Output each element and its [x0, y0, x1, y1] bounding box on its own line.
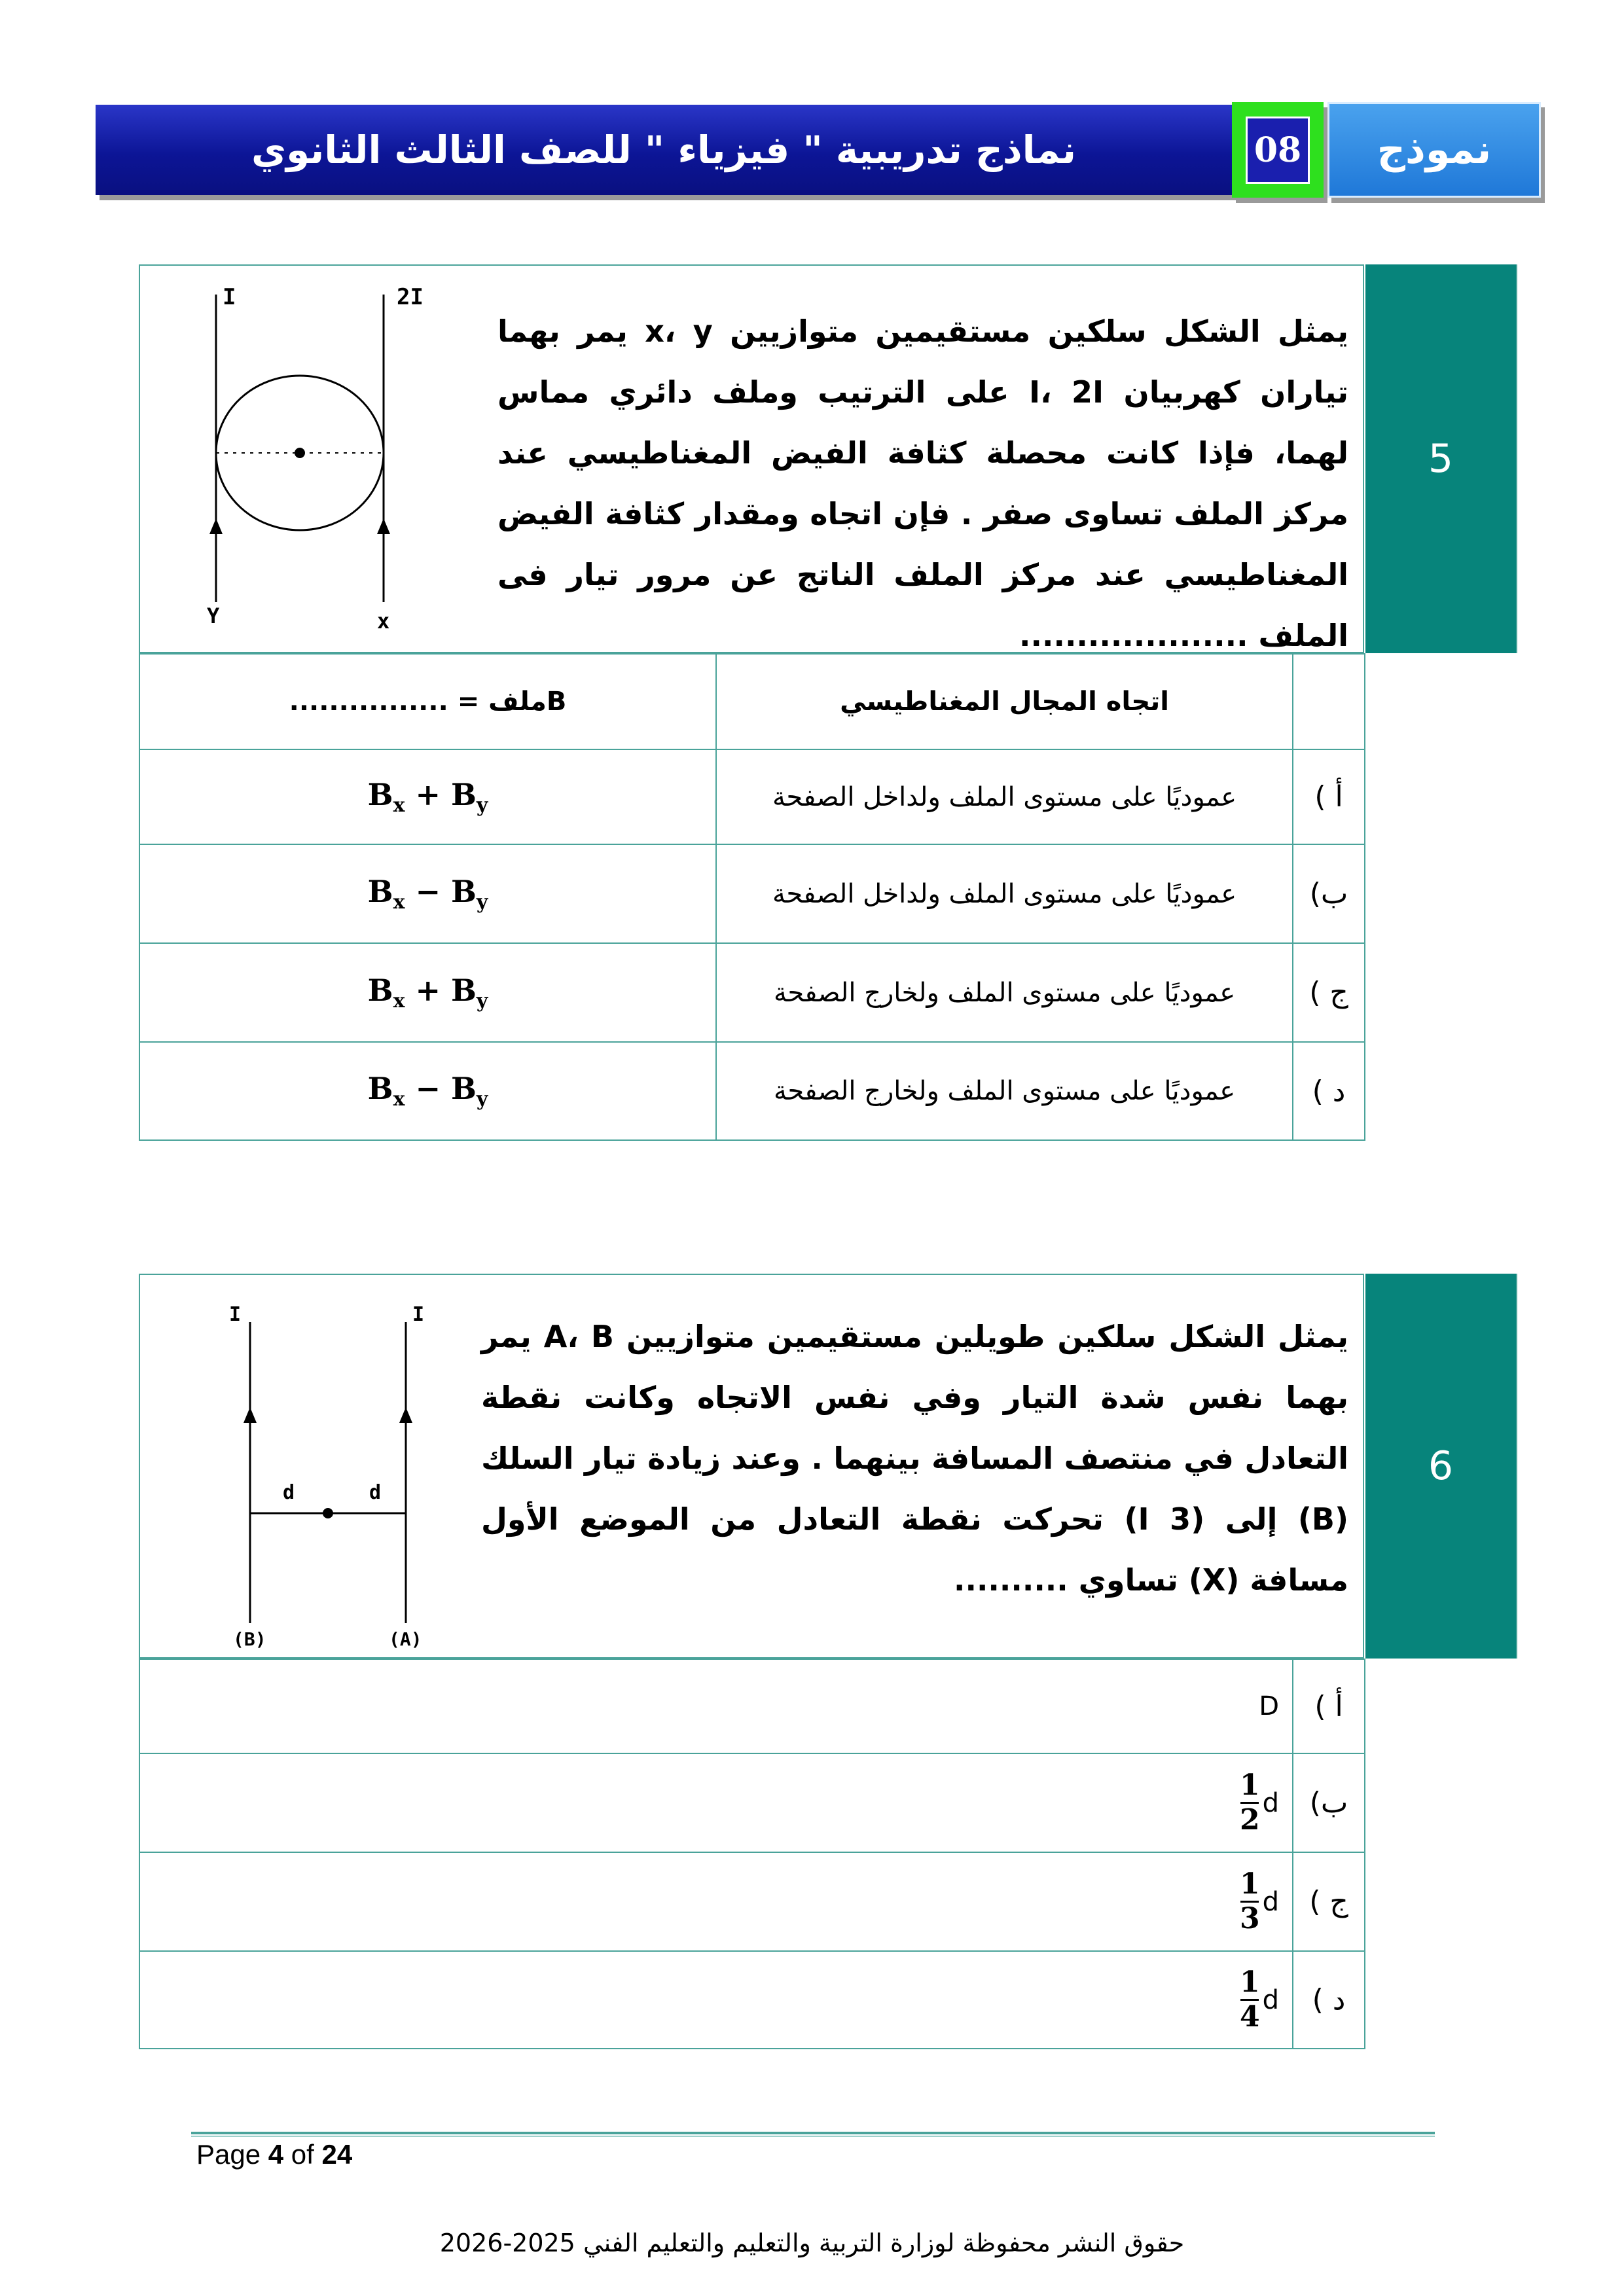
- q5-option-a-formula: $B_x + B_y$: [139, 749, 716, 844]
- fig6-label-A: (A): [389, 1628, 422, 1650]
- q5-option-c[interactable]: [139, 943, 1365, 1042]
- question-6-text: يمثل الشكل سلكين طويلين مستقيمين متوازيين A، B يمر بهما نفس شدة التيار وفي نفس الاتجاه وكانت نقطة التعادل في منتصف المسافة بينهما . وعند زيادة تيار السلك (B) إلى (3 I) تحركت نقطة التعادل من الموضع الأول مسافة (X) تساوي ..........: [481, 1319, 1349, 1598]
- q6-option-b[interactable]: [139, 1753, 1365, 1852]
- q6-option-a-letter: أ ): [1293, 1659, 1365, 1753]
- q5-header-direction: اتجاه المجال المغناطيسي: [716, 654, 1293, 749]
- q6-option-d[interactable]: [139, 1951, 1365, 2049]
- fig6-label-B: (B): [233, 1628, 266, 1650]
- question-6-figure: [209, 1302, 445, 1656]
- q6-option-c[interactable]: [139, 1852, 1365, 1951]
- model-number: 08: [1246, 117, 1310, 184]
- footer-divider: [191, 2132, 1435, 2134]
- q5-option-b[interactable]: [139, 844, 1365, 943]
- q6-option-d-letter: د ): [1293, 1951, 1365, 2049]
- question-5-number: 5: [1365, 264, 1517, 653]
- fig6-label-I-right: I: [412, 1303, 425, 1326]
- q6-option-d-fraction: $\frac{1}{4}$: [1240, 1965, 1260, 2034]
- q5-option-d[interactable]: [139, 1042, 1365, 1140]
- q5-option-a-direction: عموديًا على مستوى الملف ولداخل الصفحة: [716, 749, 1293, 844]
- q6-option-c-value: $\frac{1}{3}$ d: [139, 1852, 1293, 1951]
- q6-option-b-letter: ب): [1293, 1753, 1365, 1852]
- page-number: Page 4 of 24: [196, 2139, 353, 2170]
- page-title: نماذج تدريبية " فيزياء " للصف الثالث الثانوي: [251, 128, 1077, 172]
- q6-option-a-value: D: [139, 1659, 1293, 1753]
- q5-option-c-letter: ج ): [1293, 943, 1365, 1042]
- q5-option-b-letter: ب): [1293, 844, 1365, 943]
- model-label-badge: [1327, 102, 1541, 198]
- fig5-label-I: I: [223, 284, 236, 310]
- fig6-label-d-left: d: [283, 1481, 295, 1504]
- footer-divider-thin: [191, 2136, 1435, 2137]
- q5-option-b-formula: $B_x - B_y$: [139, 844, 716, 943]
- q5-option-c-formula: $B_x + B_y$: [139, 943, 716, 1042]
- question-6-number: 6: [1365, 1274, 1517, 1659]
- copyright-notice: حقوق النشر محفوظة لوزارة التربية والتعليم والتعليم الفني 2025-2026: [439, 2229, 1185, 2257]
- q5-option-c-direction: عموديًا على مستوى الملف ولخارج الصفحة: [716, 943, 1293, 1042]
- page-title-banner: [96, 105, 1232, 195]
- q6-option-b-value: $\frac{1}{2}$ d: [139, 1753, 1293, 1852]
- q5-option-a-letter: أ ): [1293, 749, 1365, 844]
- q5-header-magnitude: Bملف = ................: [139, 654, 716, 749]
- q5-option-a[interactable]: [139, 749, 1365, 844]
- q5-option-d-formula: $B_x - B_y$: [139, 1042, 716, 1140]
- question-5-figure: [183, 281, 458, 635]
- q6-option-d-value: $\frac{1}{4}$ d: [139, 1951, 1293, 2049]
- q6-option-b-fraction: $\frac{1}{2}$: [1240, 1768, 1260, 1837]
- q5-header-blank: [1293, 654, 1365, 749]
- fig5-label-Y: Y: [207, 603, 220, 628]
- fig5-label-x: x: [377, 609, 390, 634]
- q5-option-d-letter: د ): [1293, 1042, 1365, 1140]
- q6-option-c-fraction: $\frac{1}{3}$: [1240, 1867, 1260, 1935]
- question-5-options: [139, 653, 1365, 1141]
- q5-header-row: [139, 654, 1365, 749]
- fig6-label-d-right: d: [369, 1481, 382, 1504]
- question-5-text: يمثل الشكل سلكين مستقيمين متوازيين x، y يمر بهما تياران كهربيان I، 2I على الترتيب وملف دائري مماس لهما، فإذا كانت محصلة كثافة الفيض المغناطيسي عند مركز الملف تساوى صفر . فإن اتجاه ومقدار كثافة الفيض المغناطيسي عند مركز الملف الناتج عن مرور تيار فى الملف ....................: [497, 314, 1348, 653]
- q6-option-c-letter: ج ): [1293, 1852, 1365, 1951]
- question-6-options: [139, 1659, 1365, 2049]
- model-label: نموذج: [1377, 127, 1492, 173]
- fig6-label-I-left: I: [229, 1303, 242, 1326]
- q5-option-d-direction: عموديًا على مستوى الملف ولخارج الصفحة: [716, 1042, 1293, 1140]
- q6-option-a[interactable]: [139, 1659, 1365, 1753]
- q5-option-b-direction: عموديًا على مستوى الملف ولداخل الصفحة: [716, 844, 1293, 943]
- fig5-label-2I: 2I: [397, 284, 424, 310]
- model-number-badge: [1232, 102, 1324, 198]
